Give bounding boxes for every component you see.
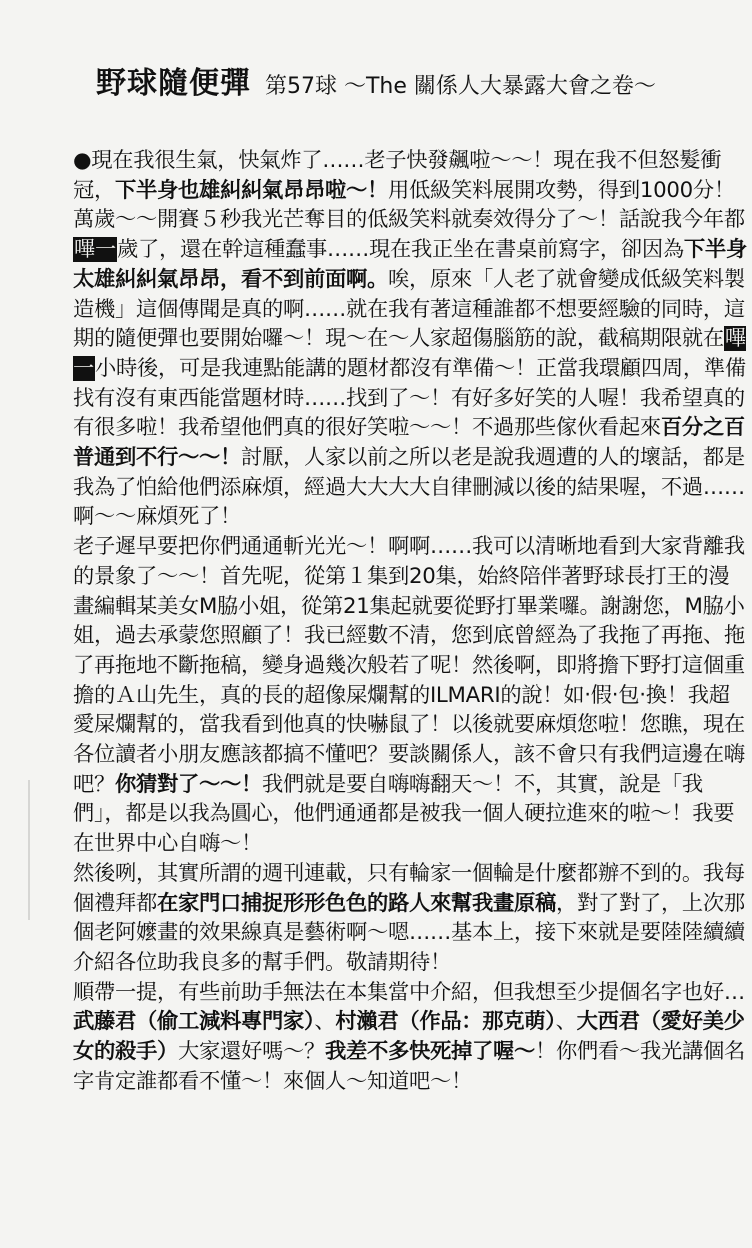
paragraph	[73, 146, 749, 532]
bold-text: 在家門口捕捉形形色色的路人來幫我畫原稿	[157, 890, 556, 916]
text-run: 唉，原來「人老了就會變成低級笑料製造機」這個傳聞是真的啊……就在我有著這種誰都不想要經驗的同時，這期的隨便彈也要開始囉～！現～在～人家超傷腦筋的說，截稿期限就在	[73, 266, 745, 352]
bold-text: 我差不多快死掉了喔～	[324, 1039, 535, 1065]
text-run: ●現在我很生氣，快氣炸了……老子快發飆啦～～！現在我不但怒髮衝冠，	[73, 148, 722, 203]
text-run: ！你們看～我光講個名字肯定誰都看不懂～！來個人～知道吧～！	[73, 1039, 745, 1094]
paragraph	[73, 859, 749, 978]
bold-text: 百分之百普通到不行～～！	[73, 415, 745, 471]
scan-edge-line	[28, 780, 30, 920]
text-run: 大家還好嗎～？	[178, 1039, 325, 1065]
text-run: 老子遲早要把你們通通斬光光～！啊啊……我可以清晰地看到大家背離我的景象了～～！首先呢，從第１集到20集，始終陪伴著野球長打王的漫畫編輯某美女M脇小姐，從第21集起就要從野打畢業囉。謝謝您，M脇小姐，過去承蒙您照顧了！我已經數不清，您到底曾經為了我拖了再拖、拖了再拖地不斷拖稿，變身過幾次般若了呢！然後啊，即將擔下野打這個重擔的Ａ山先生，真的長的超像屎爛幫的ILMARI的說！如‧假‧包‧換！我超愛屎爛幫的，當我看到他真的快嚇鼠了！以後就要麻煩您啦！您瞧，現在各位讀者小朋友應該都搞不懂吧？要談關係人，該不會只有我們這邊在嗨吧？	[73, 534, 745, 797]
bold-text: 武藤君（偷工減料專門家）	[73, 1009, 315, 1035]
paragraph	[73, 532, 749, 859]
chapter-subtitle: 第57球 ～The 關係人大暴露大會之卷～	[265, 74, 656, 99]
text-run: 小時後，可是我連點能講的題材都沒有準備～！正當我環顧四周，準備找有沒有東西能當題材時……找到了～！有好多好笑的人喔！我希望真的有很多啦！我希望他們真的很好笑啦～～！不過那些傢伙看起來	[73, 355, 746, 441]
article-body	[73, 146, 749, 1097]
header	[96, 58, 736, 101]
censored-text: 嗶一	[73, 326, 746, 381]
text-run: 、	[555, 1009, 577, 1035]
bold-text: 下半身太雄糾糾氣昂昂，看不到前面啊。	[73, 237, 747, 292]
text-run: 然後咧，其實所謂的週刊連載，只有輪家一個輪是什麼都辦不到的。我每個禮拜都	[73, 860, 745, 916]
text-run: 、	[314, 1009, 336, 1035]
bold-text: 下半身也雄糾糾氣昂昂啦～！	[115, 177, 388, 203]
text-run: 歲了，還在幹這種蠢事……現在我正坐在書桌前寫字，卻因為	[117, 237, 684, 263]
bold-text: 你猜對了～～！	[115, 771, 262, 797]
bold-text: 村瀨君（作品：那克萌）	[335, 1009, 556, 1035]
censored-text: 嗶一	[74, 237, 116, 263]
text-run: 我們就是要自嗨嗨翻天～！不，其實，說是「我們」，都是以我為圓心，他們通通都是被我一個人硬拉進來的啦～！我要在世界中心自嗨～！	[73, 771, 735, 857]
bold-text: 大西君（愛好美少女的殺手）	[73, 1009, 745, 1065]
text-run: ，對了對了，上次那個老阿嬤畫的效果線真是藝術啊～嗯……基本上，接下來就是要陸陸續續介紹各位助我良多的幫手們。敬請期待！	[73, 890, 745, 975]
page-title: 野球隨便彈	[96, 66, 251, 101]
text-run: 順帶一提，有些前助手無法在本集當中介紹，但我想至少提個名字也好…	[73, 979, 745, 1005]
text-run: 用低級笑料展開攻勢，得到1000分！萬歲～～開賽５秒我光芒奪目的低級笑料就奏效得分了～！話說我今年都	[73, 177, 745, 233]
text-run: 討厭，人家以前之所以老是說我週遭的人的壞話，都是我為了怕給他們添麻煩，經過大大大大自律刪減以後的結果喔，不過……啊～～麻煩死了！	[73, 445, 745, 530]
paragraph	[73, 978, 749, 1097]
